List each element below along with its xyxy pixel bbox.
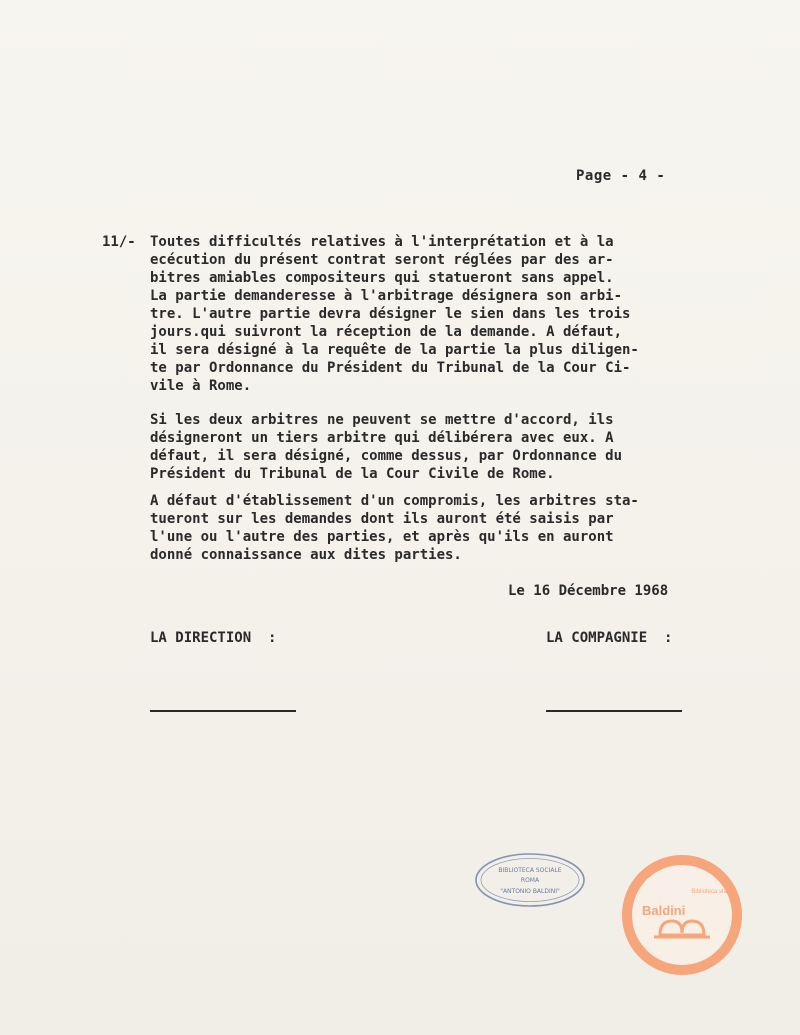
paragraph-arbitration (150, 233, 710, 395)
logo-small-text: Biblioteca statale (691, 889, 737, 895)
text-line: La partie demanderesse à l'arbitrage désignera son arbi- (150, 288, 623, 304)
text-line: tueront sur les demandes dont ils auront été saisis par (150, 511, 614, 527)
paragraph-third-arbiter (150, 411, 710, 483)
stamp-text-top: BIBLIOTECA SOCIALE (498, 867, 562, 874)
text-line: Toutes difficultés relatives à l'interprétation et à la (150, 234, 614, 250)
text-line: Si les deux arbitres ne peuvent se mettre d'accord, ils (150, 412, 614, 428)
text-line: vile à Rome. (150, 378, 252, 394)
text-line: jours.qui suivront la réception de la demande. A défaut, (150, 324, 623, 340)
library-stamp (474, 852, 586, 908)
signature-line-company (546, 710, 682, 712)
page-number: Page - 4 - (576, 168, 666, 184)
article-number: 11/- (102, 234, 136, 250)
signature-label-direction: LA DIRECTION : (150, 630, 277, 646)
paragraph-compromise (150, 492, 710, 564)
signature-line-direction (150, 710, 296, 712)
text-line: donné connaissance aux dites parties. (150, 547, 462, 563)
text-line: tre. L'autre partie devra désigner le sien dans les trois (150, 306, 631, 322)
logo-name: Baldini (642, 903, 686, 918)
text-line: désigneront un tiers arbitre qui délibérera avec eux. A (150, 430, 614, 446)
stamp-text-bottom: "ANTONIO BALDINI" (500, 888, 560, 895)
text-line: défaut, il sera désigné, comme dessus, par Ordonnance du (150, 448, 623, 464)
signature-label-company: LA COMPAGNIE : (546, 630, 673, 646)
text-line: ecécution du présent contrat seront réglées par des ar- (150, 252, 614, 268)
stamp-text-middle: ROMA (520, 877, 540, 884)
text-line: il sera désigné à la requête de la partie la plus diligen- (150, 342, 639, 358)
date-line: Le 16 Décembre 1968 (508, 583, 669, 599)
text-line: te par Ordonnance du Président du Tribunal de la Cour Ci- (150, 360, 631, 376)
text-line: A défaut d'établissement d'un compromis, les arbitres sta- (150, 493, 639, 509)
text-line: bitres amiables compositeurs qui statueront sans appel. (150, 270, 614, 286)
text-line: l'une ou l'autre des parties, et après qu'ils en auront (150, 529, 614, 545)
text-line: Président du Tribunal de la Cour Civile de Rome. (150, 466, 555, 482)
